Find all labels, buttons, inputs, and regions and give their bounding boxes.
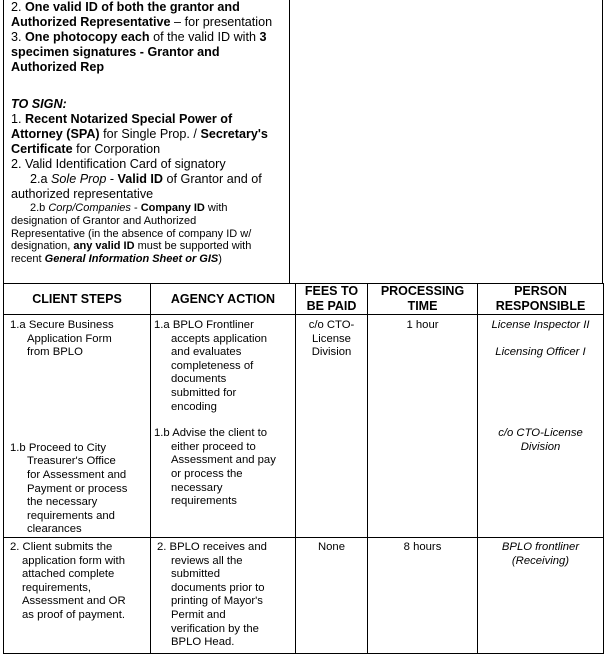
client-step-2: 2. Client submits the application form with attached complete requirements, Assessment and OR as proof of payment. xyxy=(4,537,151,653)
agency-action-1: 1.a BPLO Frontliner accepts application and evaluates completeness of documents submitted for encoding 1.b Advise the client to either proceed to Assessment and pay or process the necessary requirements xyxy=(151,315,296,538)
process-table xyxy=(3,283,604,654)
header-person-responsible: PERSON RESPONSIBLE xyxy=(478,284,604,315)
sign-item-1-line1: 1. Recent Notarized Special Power of xyxy=(11,112,233,126)
req-item-2-line1: 2. One valid ID of both the grantor and xyxy=(11,0,240,14)
person-responsible-1: License Inspector II Licensing Officer I c/o CTO-License Division xyxy=(478,315,604,538)
sign-item-2b-line2: designation of Grantor and Authorized xyxy=(11,214,197,227)
req-item-3-line2: specimen signatures - Grantor and xyxy=(11,45,220,59)
header-agency-action: AGENCY ACTION xyxy=(151,284,296,315)
fees-2: None xyxy=(296,537,368,653)
sign-item-2: 2. Valid Identification Card of signatory xyxy=(11,157,226,171)
sign-item-1-line3: Certificate for Corporation xyxy=(11,142,161,156)
requirements-text xyxy=(11,0,289,266)
sign-item-2b-line1: 2.b Corp/Companies - Company ID with xyxy=(30,202,228,214)
table-row xyxy=(4,537,604,653)
req-item-3-line3: Authorized Rep xyxy=(11,60,105,74)
sign-item-2a-line1: 2.a Sole Prop - Valid ID of Grantor and of xyxy=(30,172,262,186)
sign-item-2b-line3: Representative (in the absence of company ID w/ xyxy=(11,227,252,240)
header-client-steps: CLIENT STEPS xyxy=(4,284,151,315)
agency-action-2: 2. BPLO receives and reviews all the submitted documents prior to printing of Mayor's Permit and verification by the BPLO Head. xyxy=(151,537,296,653)
sign-item-2b-line4: designation, any valid ID must be supported with xyxy=(11,240,252,253)
sign-item-2a-line2: authorized representative xyxy=(11,187,154,201)
requirements-cell xyxy=(3,0,290,283)
requirements-empty-cell xyxy=(290,0,603,283)
fees-1: c/o CTO- License Division xyxy=(296,315,368,538)
person-responsible-2: BPLO frontliner (Receiving) xyxy=(478,537,604,653)
processing-time-1: 1 hour xyxy=(368,315,478,538)
client-step-1: 1.a Secure Business Application Form from BPLO 1.b Proceed to City Treasurer's Office for Assessment and Payment or process the necessary requirements and clearances xyxy=(4,315,151,538)
header-processing-time: PROCESSING TIME xyxy=(368,284,478,315)
req-item-3-line1: 3. One photocopy each of the valid ID with 3 xyxy=(11,30,267,44)
to-sign-heading: TO SIGN: xyxy=(11,97,67,111)
sign-item-1-line2: Attorney (SPA) for Single Prop. / Secretary's xyxy=(11,127,268,141)
req-item-2-line2: Authorized Representative – for presentation xyxy=(11,15,273,29)
table-row xyxy=(4,315,604,538)
table-header-row xyxy=(4,284,604,315)
processing-time-2: 8 hours xyxy=(368,537,478,653)
header-fees: FEES TO BE PAID xyxy=(296,284,368,315)
sign-item-2b-line5: recent General Information Sheet or GIS) xyxy=(11,253,222,266)
